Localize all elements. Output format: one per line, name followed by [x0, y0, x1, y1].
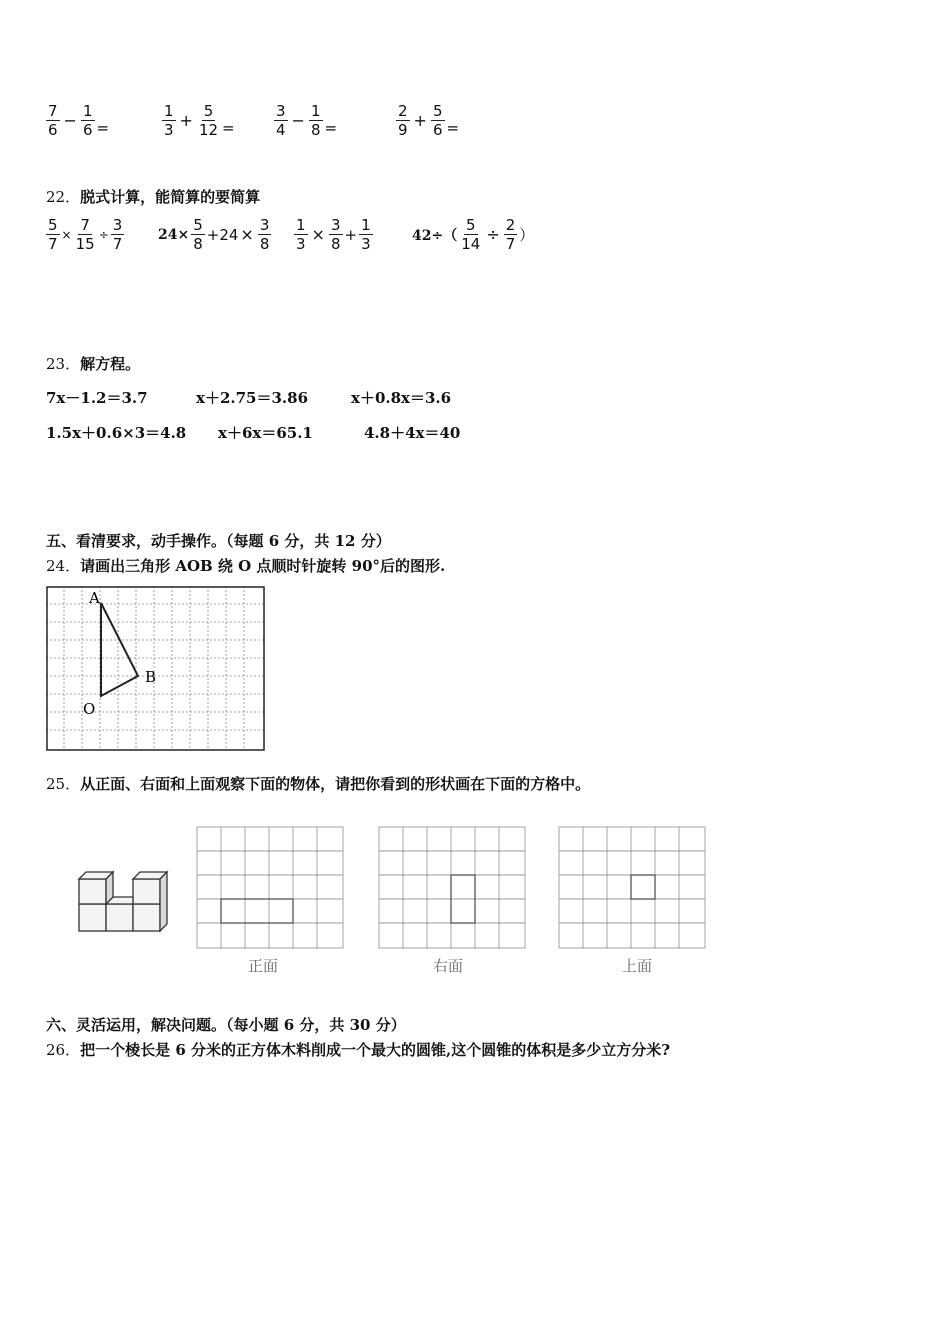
- q23-eq-5: x＋6x＝65.1: [218, 424, 313, 442]
- point-b-label: B: [145, 668, 157, 686]
- q23-eq-1: 7x－1.2＝3.7: [46, 389, 148, 407]
- q22-heading: 22．脱式计算，能简算的要简算: [46, 188, 261, 206]
- top-view-grid[interactable]: [558, 826, 708, 950]
- fraction: $\frac{1}{6}$: [82, 102, 93, 139]
- fraction: $\frac{5}{12}$: [198, 102, 219, 139]
- q22-expr-4: 42÷（ $\frac{5}{14}$ ÷ $\frac{2}{7}$ ）: [412, 216, 535, 253]
- q22-expr-2: 24× $\frac{5}{8}$ +24 × $\frac{3}{8}$: [158, 216, 270, 253]
- fraction: $\frac{1}{8}$: [310, 102, 321, 139]
- fraction: $\frac{1}{3}$: [164, 102, 174, 139]
- right-view-label: 右面: [433, 957, 464, 975]
- cube-object: [76, 868, 176, 936]
- q23-heading: 23．解方程。: [46, 355, 141, 373]
- q24-text: 24．请画出三角形 AOB 绕 O 点顺时针旋转 90°后的图形.: [46, 557, 446, 575]
- section-5-title: 五、看清要求，动手操作。（每题 6 分，共 12 分）: [46, 532, 391, 550]
- arith-expr-2: $\frac{1}{3}$ + $\frac{5}{12}$ =: [164, 102, 235, 139]
- fraction: $\frac{2}{9}$: [398, 102, 408, 139]
- right-view-grid[interactable]: [378, 826, 528, 950]
- point-o-label: O: [83, 700, 96, 718]
- arith-expr-4: $\frac{2}{9}$ + $\frac{5}{6}$ =: [398, 102, 460, 139]
- q23-eq-2: x＋2.75＝3.86: [196, 389, 309, 407]
- fraction: $\frac{7}{6}$: [48, 102, 58, 139]
- rotation-grid: [46, 586, 266, 752]
- q22-expr-3: $\frac{1}{3}$ × $\frac{3}{8}$ + $\frac{1}{3}$: [296, 216, 371, 253]
- q23-eq-3: x＋0.8x＝3.6: [351, 389, 452, 407]
- section-6-title: 六、灵活运用，解决问题。（每小题 6 分，共 30 分）: [46, 1016, 406, 1034]
- fraction: $\frac{5}{6}$: [432, 102, 443, 139]
- point-a-label: A: [89, 589, 100, 607]
- q26-text: 26．把一个棱长是 6 分米的正方体木料削成一个最大的圆锥,这个圆锥的体积是多少立方分米?: [46, 1041, 670, 1059]
- arith-expr-3: $\frac{3}{4}$ − $\frac{1}{8}$ =: [276, 102, 338, 139]
- q22-expr-1: $\frac{5}{7}$ × $\frac{7}{15}$ ÷ $\frac{3}{7}$: [48, 216, 123, 253]
- front-view-label: 正面: [248, 957, 279, 975]
- q25-text: 25．从正面、右面和上面观察下面的物体，请把你看到的形状画在下面的方格中。: [46, 775, 591, 793]
- triangle-aob: [101, 603, 138, 696]
- q23-eq-4: 1.5x＋0.6×3＝4.8: [46, 424, 187, 442]
- q23-eq-6: 4.8＋4x＝40: [364, 424, 461, 442]
- arith-expr-1: $\frac{7}{6}$ − $\frac{1}{6}$ =: [48, 102, 110, 139]
- front-view-grid[interactable]: [196, 826, 346, 950]
- top-view-label: 上面: [622, 957, 653, 975]
- fraction: $\frac{3}{4}$: [276, 102, 286, 139]
